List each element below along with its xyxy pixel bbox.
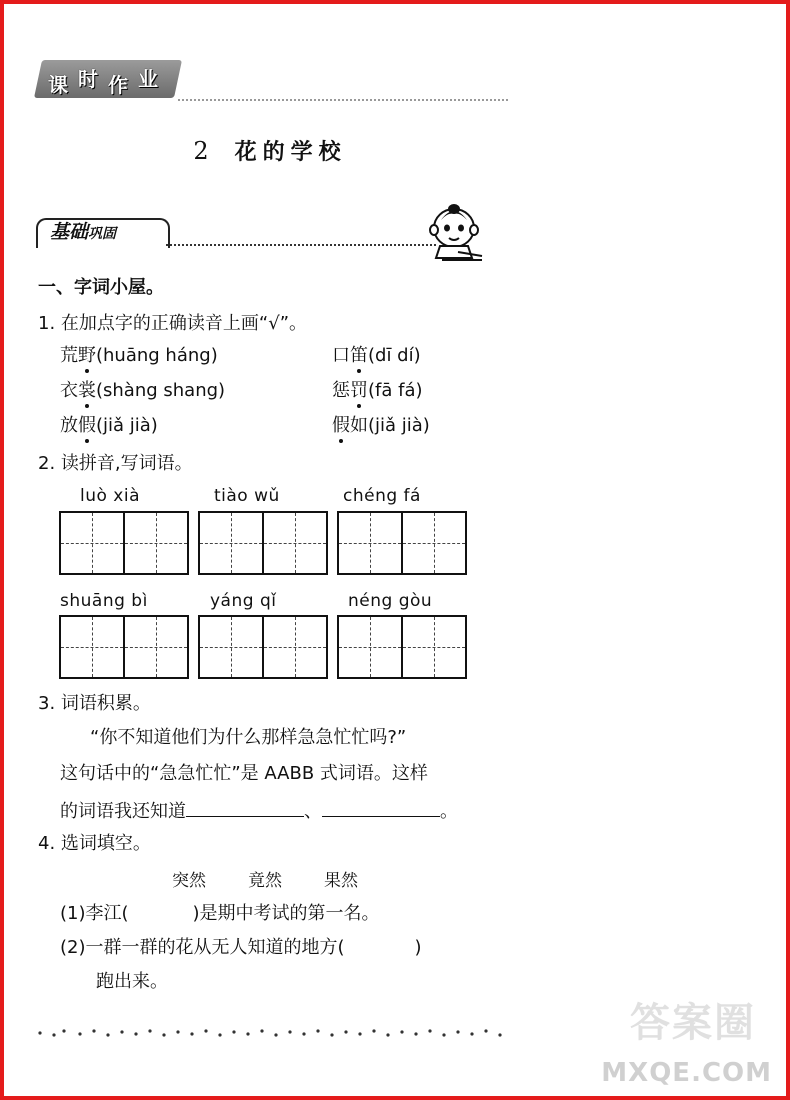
lesson-number: 2 xyxy=(193,137,215,165)
watermark-logo: 答案圈 xyxy=(630,1000,756,1046)
watermark-url: MXQE.COM xyxy=(601,1058,772,1088)
boy-mascot-icon xyxy=(424,200,488,266)
decorative-dots xyxy=(36,1028,506,1038)
pinyin-choice-item: 荒野(huāng háng) xyxy=(60,345,218,366)
pinyin-label: tiào wǔ xyxy=(214,486,280,506)
question-4-prompt: 4. 选词填空。 xyxy=(38,833,151,854)
writing-grid[interactable] xyxy=(198,511,328,575)
part-heading: 一、字词小屋。 xyxy=(38,277,164,298)
answer-blank[interactable] xyxy=(186,798,304,817)
lesson-title-text: 花的学校 xyxy=(234,140,347,165)
pinyin-choice-item: 放假(jiǎ jià) xyxy=(60,415,158,436)
header-tag xyxy=(46,64,160,98)
pinyin-choice-item: 假如(jiǎ jià) xyxy=(332,415,430,436)
header-char: 课 xyxy=(48,73,68,97)
header-char: 业 xyxy=(138,67,158,91)
header-divider xyxy=(178,99,508,101)
pinyin-choice-item: 惩罚(fā fá) xyxy=(332,380,423,401)
writing-grid[interactable] xyxy=(59,615,189,679)
sentence-2-continuation: 跑出来。 xyxy=(96,971,168,992)
fill-in-line: 的词语我还知道 、 。 xyxy=(60,798,458,824)
pinyin-choice-item: 口笛(dī dí) xyxy=(332,345,421,366)
header-char: 作 xyxy=(108,73,128,97)
lesson-title xyxy=(0,135,540,166)
pinyin-label: néng gòu xyxy=(348,591,433,611)
question-2-prompt: 2. 读拼音,写词语。 xyxy=(38,453,193,474)
answer-blank[interactable] xyxy=(322,798,440,817)
section-label-sub: 巩固 xyxy=(88,226,117,242)
quote-line: “你不知道他们为什么那样急急忙忙吗?” xyxy=(90,727,407,748)
sentence-2: (2)一群一群的花从无人知道的地方( ) xyxy=(60,937,422,958)
writing-grid[interactable] xyxy=(337,615,467,679)
word-choice: 果然 xyxy=(324,871,358,891)
pinyin-label: shuāng bì xyxy=(60,591,148,611)
writing-grid[interactable] xyxy=(59,511,189,575)
section-divider xyxy=(166,244,436,246)
pinyin-label: yáng qǐ xyxy=(210,591,277,611)
word-choice: 竟然 xyxy=(248,871,282,891)
header-char: 时 xyxy=(78,67,98,91)
writing-grid[interactable] xyxy=(337,511,467,575)
writing-grid[interactable] xyxy=(198,615,328,679)
pinyin-label: luò xià xyxy=(80,486,141,506)
explanation-line: 这句话中的“急急忙忙”是 AABB 式词语。这样 xyxy=(60,763,428,784)
question-3-prompt: 3. 词语积累。 xyxy=(38,693,151,714)
sentence-1: (1)李江( )是期中考试的第一名。 xyxy=(60,903,380,924)
word-choice: 突然 xyxy=(172,871,206,891)
question-1-prompt: 1. 在加点字的正确读音上画“√”。 xyxy=(38,313,308,334)
section-label-main: 基础 xyxy=(50,221,89,243)
pinyin-choice-item: 衣裳(shàng shang) xyxy=(60,380,226,401)
word-choices xyxy=(172,866,400,891)
section-label xyxy=(50,218,116,248)
pinyin-label: chéng fá xyxy=(343,486,421,506)
